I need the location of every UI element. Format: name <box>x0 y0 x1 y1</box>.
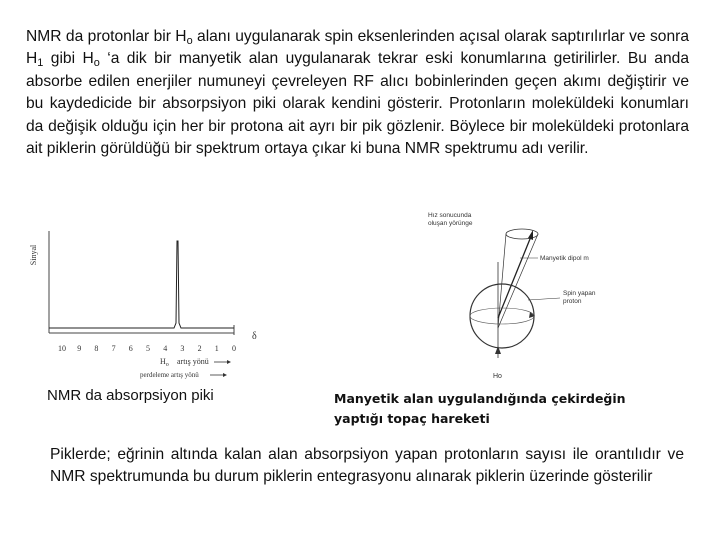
spin-label-line2: proton <box>563 298 582 305</box>
shielding-arrowhead <box>223 373 227 377</box>
x-tick-label: 3 <box>180 344 185 353</box>
text-run: NMR da protonlar bir H <box>26 28 187 45</box>
ho-label: $H_o$ <box>160 357 169 368</box>
x-tick-label: 9 <box>77 344 82 353</box>
precession-figure <box>420 208 620 386</box>
field-label: Ho <box>493 373 502 380</box>
orbit-label-line2: oluşan yörünge <box>428 220 473 227</box>
subscript: o <box>186 35 193 47</box>
x-tick-label: 4 <box>163 344 168 353</box>
nmr-spectrum-figure <box>24 225 264 385</box>
subscript: o <box>93 57 100 70</box>
x-tick-label: 10 <box>58 344 66 353</box>
x-tick-label: 7 <box>111 344 116 353</box>
x-tick-label: 0 <box>232 344 236 353</box>
dipole-vector <box>498 234 532 318</box>
ho-arrowhead <box>227 360 231 364</box>
text-run: alanı uygulanarak spin eksenlerinden açısal olarak saptırılırlar ve sonra H <box>26 28 689 68</box>
dipole-label: Manyetik dipol m <box>540 255 589 262</box>
spinning-proton <box>470 284 534 348</box>
nmr-figure-caption: NMR da absorpsiyon piki <box>47 387 214 404</box>
x-tick-label: 1 <box>214 344 219 353</box>
caption-line: Manyetik alan uygulandığında çekirdeğin <box>334 391 626 406</box>
text-run: ‘a dik bir manyetik alan uygulanarak tekrar eski konumlarına getirilirler. Bu anda absorbe edilen enerjiler numuneyi çevreleyen RF alıcı bobinlerinden geçen akımı değiştirir ve bu kaydedicide bir absorpsiyon piki olarak kendini gösterir. Protonların moleküldeki konumları da değişik olduğu için her bir protona ait ayrı bir pik gözlenir. Böylece bir moleküldeki protonlara ait piklerin görüldüğü bir spektrum ortaya çıkar ki buna NMR spektrumu adı verilir. <box>26 50 689 158</box>
caption-line: yaptığı topaç hareketi <box>334 411 490 426</box>
x-tick-label: 5 <box>146 344 150 353</box>
x-tick-labels <box>58 344 236 353</box>
spin-label-line1: Spin yapan <box>563 290 596 297</box>
x-tick-label: 8 <box>94 344 99 353</box>
orbit-label-line1: Hız sonucunda <box>428 212 472 219</box>
peak-area-paragraph: Piklerde; eğrinin altında kalan alan absorpsiyon yapan protonların sayısı ile orantılıdır ve NMR spektrumunda bu durum piklerin entegrasyonu alınarak piklerin üzerinde gösterilir <box>50 446 684 486</box>
precession-orbit <box>506 229 538 239</box>
intro-paragraph <box>26 26 689 160</box>
x-tick-label: 2 <box>197 344 202 353</box>
proton-equator <box>470 308 534 324</box>
shielding-direction-text: perdeleme artış yönü <box>140 371 199 379</box>
signal-axis-label: Sinyal <box>29 244 38 266</box>
absorption-peak <box>49 241 234 328</box>
ho-direction-text: artış yönü <box>177 357 209 366</box>
x-tick-label: 6 <box>128 344 133 353</box>
precession-figure-caption <box>334 389 626 429</box>
spin-label-leader <box>528 298 560 300</box>
subscript: 1 <box>37 57 44 70</box>
delta-label: δ <box>252 331 257 342</box>
text-run: gibi H <box>43 50 94 68</box>
